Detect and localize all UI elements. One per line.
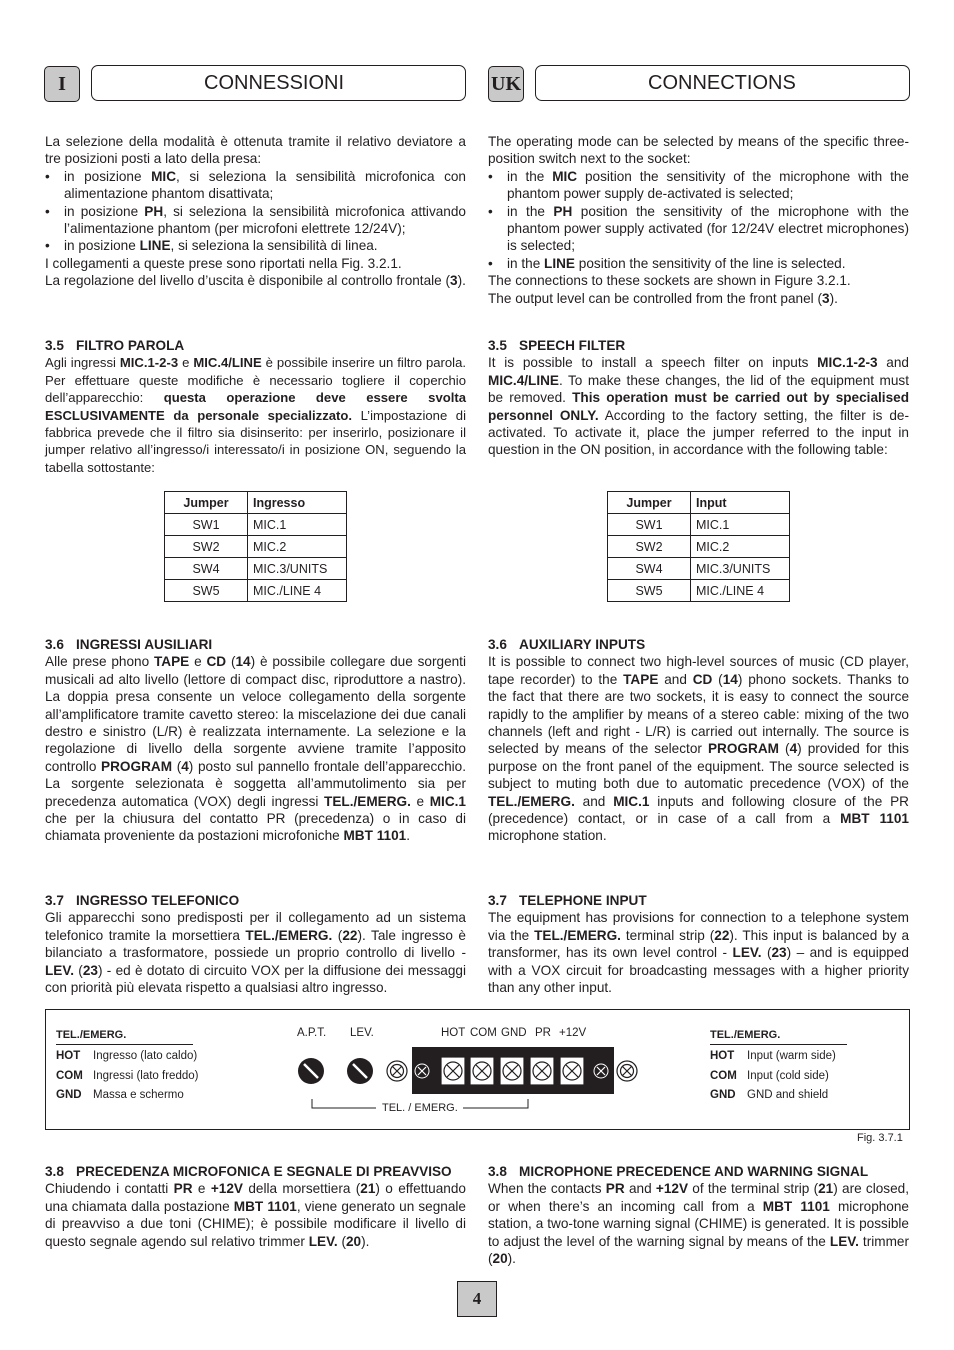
pin-name: HOT	[56, 1050, 81, 1062]
bracket-label: TEL. / EMERG.	[382, 1102, 458, 1114]
text: LEV.	[829, 1233, 859, 1249]
input-cell: MIC.2	[691, 536, 790, 558]
italian-page-title	[91, 65, 466, 101]
section-number: 3.6	[488, 637, 507, 652]
text: 22	[342, 927, 358, 943]
section-body	[45, 909, 466, 996]
section-body	[488, 653, 909, 844]
text: in the	[507, 168, 553, 184]
english-output-level	[488, 290, 909, 307]
table-row	[165, 536, 347, 558]
section-body	[45, 354, 466, 476]
section-number: 3.8	[488, 1164, 507, 1179]
jumper-cell: SW1	[608, 514, 691, 536]
text: The equipment has provisions for connection to a telephone system via the	[488, 910, 909, 943]
text: L’impostazione di fabbrica prevede che il filtro sia disinserito: per inserirlo, posizionare il jumper relativo all’ingresso/i interessato/i in posizione ON, seguendo la tabella sottostante:	[45, 407, 466, 475]
section-title: AUXILIARY INPUTS	[519, 637, 646, 652]
text: ). This input is balanced by a transformer, has its own level control -	[488, 927, 909, 961]
text: .	[406, 828, 410, 844]
section-body	[488, 909, 909, 996]
english-jumper-table	[607, 491, 790, 602]
text: TEL./EMERG.	[324, 793, 411, 809]
text: (	[226, 654, 236, 670]
text: MBT 1101	[762, 1198, 830, 1214]
text: ) è possibile collegare due sorgenti musicali ad alto livello (lettore di compact disc, riproduttore a nastro). La doppia presa consente un veloce collegamento della sorgente all’amplificatore tramite cavetto stereo: la miscelazione dei due canali destro e sinistro (L/R) è realizzata internamente. La selezione e la regolazione di livello della sorgente avviene tramite l’apposito controllo	[45, 654, 466, 774]
text: MBT 1101	[840, 811, 909, 827]
text: ).	[829, 290, 838, 306]
text: 14	[235, 654, 251, 670]
section-heading	[45, 892, 466, 909]
pin-name: GND	[56, 1089, 82, 1101]
text: 3	[450, 273, 458, 289]
text: TAPE	[623, 671, 659, 687]
text: It is possible to install a speech filter on inputs	[488, 355, 818, 371]
section-body	[488, 1180, 909, 1267]
table-row	[165, 558, 347, 580]
section-body	[488, 354, 909, 458]
text: Gli apparecchi sono predisposti per il collegamento ad un sistema telefonico tramite la morsettiera	[45, 910, 466, 943]
text: ).	[507, 1251, 516, 1267]
text: e	[178, 355, 194, 371]
text: in posizione	[64, 168, 152, 184]
text: ) posto sul pannello frontale dell’apparecchio. La sorgente selezionata è soggetta all’ammutolimento sia per precedenza automatica (VOX) degli ingressi	[45, 758, 466, 809]
column-header: Ingresso	[248, 492, 347, 514]
text: 23	[82, 962, 98, 978]
text: trimmer (	[488, 1233, 909, 1267]
text: (	[172, 758, 182, 774]
section-title: INGRESSI AUSILIARI	[76, 637, 213, 652]
text: 22	[714, 927, 730, 943]
input-cell: MIC.1	[248, 514, 347, 536]
pin-label-com: COM	[470, 1027, 497, 1039]
text: PR	[605, 1181, 625, 1197]
text: e	[192, 1181, 211, 1197]
italian-title-text: CONNESSIONI	[204, 72, 345, 94]
text: +12V	[655, 1181, 689, 1197]
jumper-cell: SW1	[165, 514, 248, 536]
input-cell: MIC./LINE 4	[691, 580, 790, 602]
section-body	[45, 1180, 466, 1250]
section-heading	[45, 337, 466, 354]
text: CD	[206, 654, 227, 670]
pin-description: Ingresso (lato caldo)	[93, 1050, 198, 1062]
text: and	[624, 1181, 656, 1197]
section-number: 3.7	[45, 893, 64, 908]
text: terminal strip (	[620, 927, 715, 943]
text: PROGRAM	[101, 758, 173, 774]
text: MIC.4/LINE	[488, 372, 559, 388]
text: ). Tale ingresso è bilanciato a trasformatore, possiede un proprio controllo di livello -	[45, 927, 466, 961]
text: 23	[771, 945, 787, 961]
apt-trimmer-icon	[298, 1058, 324, 1084]
section-title: SPEECH FILTER	[519, 338, 626, 353]
text: PR	[173, 1181, 193, 1197]
table-row	[165, 580, 347, 602]
text: e	[410, 793, 430, 809]
table-row	[608, 514, 790, 536]
text: and	[574, 793, 614, 809]
text: 21	[818, 1181, 834, 1197]
pin-label-hot: HOT	[441, 1027, 466, 1039]
jumper-cell: SW5	[608, 580, 691, 602]
pin-description: Ingressi (lato freddo)	[93, 1070, 199, 1082]
pin-name: HOT	[710, 1050, 735, 1062]
text: MIC	[151, 168, 177, 184]
pin-label-gnd: GND	[501, 1027, 527, 1039]
text: e	[189, 654, 207, 670]
text: questa operazione deve essere svolta ESCLUSIVAMENTE da personale specializzato.	[45, 390, 466, 423]
text: of the terminal strip (	[688, 1181, 819, 1197]
jumper-cell: SW4	[608, 558, 691, 580]
terminal-block-icon	[412, 1047, 614, 1094]
section-number: 3.6	[45, 637, 64, 652]
english-section-3-7	[488, 892, 909, 996]
italian-intro	[45, 133, 466, 290]
text: MIC	[552, 168, 578, 184]
text: MIC.1-2-3	[119, 355, 179, 371]
text: 20	[346, 1233, 362, 1249]
pin-label-12v: +12V	[559, 1027, 587, 1039]
italian-connections-ref: I collegamenti a queste prese sono riportati nella Fig. 3.2.1.	[45, 255, 402, 271]
text: Agli ingressi	[45, 355, 120, 371]
italian-section-3-8	[45, 1163, 466, 1250]
pin-label-pr: PR	[535, 1027, 551, 1039]
italian-bullet-line	[45, 237, 466, 254]
text: in the	[507, 255, 545, 271]
section-title: PRECEDENZA MICROFONICA E SEGNALE DI PREAVVISO	[76, 1164, 452, 1179]
section-heading	[45, 636, 466, 653]
input-cell: MIC./LINE 4	[248, 580, 347, 602]
text: ) – and is equipped with a VOX circuit for broadcasting messages with a higher priority than any other input.	[488, 945, 909, 996]
english-bullet-mic	[488, 168, 909, 203]
text: (	[712, 671, 723, 687]
terminal-strip-drawing	[46, 1010, 909, 1129]
text: 21	[360, 1181, 376, 1197]
pin-description: Input (warm side)	[747, 1050, 836, 1062]
mounting-screw-icon	[617, 1061, 637, 1081]
text: in the	[507, 203, 554, 219]
text: LEV.	[45, 962, 74, 978]
text: It is possible to connect two high-level sources of music (CD player, tape recorder) to the	[488, 654, 909, 687]
text: The output level can be controlled from the front panel (	[488, 290, 822, 306]
input-cell: MIC.3/UNITS	[248, 558, 347, 580]
text: è possibile inserire un filtro parola. Per effettuare queste modifiche è necessario togliere il coperchio dell’apparecchio:	[45, 355, 467, 406]
text: LINE	[139, 238, 171, 254]
text: TEL./EMERG.	[488, 793, 575, 809]
text: and	[877, 355, 909, 371]
table-header-row	[608, 492, 790, 514]
italian-intro-text: La selezione della modalità è ottenuta tramite il relativo deviatore a tre posizioni posti a lato della presa:	[45, 134, 466, 167]
english-bullet-line	[488, 255, 909, 272]
italian-section-3-7	[45, 892, 466, 996]
italian-section-3-5	[45, 337, 466, 476]
italian-jumper-table	[164, 491, 347, 602]
input-cell: MIC.3/UNITS	[691, 558, 790, 580]
section-title: FILTRO PAROLA	[76, 338, 185, 353]
apt-label: A.P.T.	[297, 1027, 327, 1039]
text: ) phono sockets. Thanks to the fact that there are two sockets, it is easy to connect the source rapidly to the amplifier by means of a stereo cable: mixing of the two channels (left and right - L/R) is carried out internally. The source is selected by means of the selector	[488, 671, 909, 757]
mounting-screw-icon	[387, 1061, 407, 1081]
pin-description: Massa e schermo	[93, 1089, 184, 1101]
text: inputs and following closure of the PR (precedence) contact, or in case of a call from a	[488, 793, 909, 827]
english-intro-text: The operating mode can be selected by means of the specific three-position switch next to the socket:	[488, 134, 909, 167]
text: This operation must be carried out by specialised personnel ONLY.	[488, 390, 909, 423]
section-heading	[45, 1163, 466, 1180]
text: According to the factory setting, the filter is de-activated. To activate it, place the jumper referred to the input in question in the ON position, in accordance with the following table:	[488, 407, 909, 458]
text: (	[778, 741, 790, 757]
section-heading	[488, 636, 909, 653]
text: and	[658, 671, 693, 687]
text: position the sensitivity of the line is selected.	[575, 255, 846, 271]
italian-section-3-6	[45, 636, 466, 845]
text: CD	[692, 671, 713, 687]
text: LINE	[544, 255, 575, 271]
table-header-row	[165, 492, 347, 514]
text: in posizione	[64, 203, 145, 219]
text: della morsettiera (	[242, 1181, 361, 1197]
section-number: 3.7	[488, 893, 507, 908]
table-row	[608, 536, 790, 558]
text: 3	[822, 290, 830, 306]
pin-description: Input (cold side)	[747, 1070, 829, 1082]
text: MIC.4/LINE	[193, 355, 262, 371]
text: microphone station, a two-tone warning signal (CHIME) is generated. It is possible to adjust the level of the warning signal by means of the	[488, 1198, 909, 1249]
text: LEV.	[308, 1233, 338, 1249]
text: MBT 1101	[233, 1198, 297, 1214]
section-body	[45, 653, 466, 844]
text: , si seleziona la sensibilità microfonica con alimentazione phantom disattivata;	[64, 168, 466, 202]
text: 4	[789, 741, 798, 757]
text: ) - ed è dotato di circuito VOX per la diffusione dei messaggi con priorità più elevata rispetto a qualsiasi altro ingresso.	[45, 962, 466, 996]
text: MIC.1	[613, 793, 650, 809]
text: , viene generato un segnale di preavviso a due toni (CHIME); è possibile modificare il livello di questo segnale agendo sul relativo trimmer	[45, 1198, 466, 1249]
text: ) are closed, or when there’s an incoming call from a	[488, 1181, 909, 1214]
terminal-strip-figure	[45, 1009, 910, 1130]
english-intro	[488, 133, 909, 307]
table-row	[608, 558, 790, 580]
jumper-cell: SW2	[608, 536, 691, 558]
text: (	[337, 1233, 346, 1249]
text: (	[73, 962, 83, 978]
section-title: TELEPHONE INPUT	[519, 893, 647, 908]
text: microphone station.	[488, 828, 607, 844]
pin-name: COM	[710, 1070, 737, 1082]
column-header: Jumper	[608, 492, 691, 514]
figure-caption: Fig. 3.7.1	[857, 1132, 903, 1144]
english-section-3-6	[488, 636, 909, 845]
text: When the contacts	[488, 1181, 606, 1197]
english-section-3-8	[488, 1163, 909, 1267]
text: (	[332, 927, 343, 943]
text: in posizione	[64, 238, 140, 254]
text: MIC.1-2-3	[817, 355, 878, 371]
text: , si seleziona la sensibilità di linea.	[170, 238, 378, 254]
text: che per la chiusura del contatto PR (precedenza) o in caso di chiamata proveniente da postazioni microfoniche	[45, 811, 466, 844]
jumper-cell: SW2	[165, 536, 248, 558]
page-number: 4	[457, 1281, 497, 1317]
section-heading	[488, 1163, 909, 1180]
text: (	[761, 945, 772, 961]
pin-name: COM	[56, 1070, 83, 1082]
text: ).	[361, 1233, 370, 1249]
text: 4	[181, 758, 189, 774]
text: TEL./EMERG.	[245, 927, 333, 943]
section-number: 3.8	[45, 1164, 64, 1179]
table-row	[608, 580, 790, 602]
english-section-3-5	[488, 337, 909, 459]
text: . To make these changes, the lid of the equipment must be removed.	[488, 372, 909, 406]
section-title: INGRESSO TELEFONICO	[76, 893, 240, 908]
table-row	[165, 514, 347, 536]
text: +12V	[210, 1181, 243, 1197]
figure-legend-title-it: TEL./EMERG.	[56, 1029, 127, 1041]
italian-bullet-mic	[45, 168, 466, 203]
italian-section-badge: I	[44, 66, 80, 102]
english-connections-ref: The connections to these sockets are shown in Figure 3.2.1.	[488, 273, 851, 289]
text: position the sensitivity of the microphone with the phantom power supply de-activated is selected;	[507, 168, 909, 202]
italian-output-level	[45, 272, 466, 289]
text: PH	[144, 203, 164, 219]
column-header: Input	[691, 492, 790, 514]
column-header: Jumper	[165, 492, 248, 514]
text: MIC.1	[429, 793, 466, 809]
section-number: 3.5	[45, 338, 64, 353]
figure-legend-title-en: TEL./EMERG.	[710, 1029, 781, 1041]
text: ) provided for this purpose on the front panel of the equipment. The source selected is subject to muting both due to automatic precedence (VOX) of the	[488, 741, 909, 792]
section-title: MICROPHONE PRECEDENCE AND WARNING SIGNAL	[519, 1164, 869, 1179]
text: La regolazione del livello d’uscita è disponibile al controllo frontale (	[45, 273, 451, 289]
italian-bullet-ph	[45, 203, 466, 238]
lev-label: LEV.	[350, 1027, 374, 1039]
english-title-text: CONNECTIONS	[648, 72, 796, 94]
text: ).	[457, 273, 466, 289]
english-section-badge: UK	[488, 66, 524, 102]
text: PH	[553, 203, 573, 219]
pin-name: GND	[710, 1089, 736, 1101]
text: TEL./EMERG.	[534, 927, 621, 943]
jumper-cell: SW4	[165, 558, 248, 580]
text: Chiudendo i contatti	[45, 1181, 174, 1197]
section-number: 3.5	[488, 338, 507, 353]
input-cell: MIC.2	[248, 536, 347, 558]
text: Alle prese phono	[45, 654, 154, 670]
jumper-cell: SW5	[165, 580, 248, 602]
english-page-title	[535, 65, 910, 101]
text: LEV.	[732, 945, 762, 961]
text: position the sensitivity of the microphone with the phantom power supply activated (for 12/24V electret microphones) is selected;	[507, 203, 909, 254]
text: TAPE	[153, 654, 190, 670]
text: ) o effettuando una chiamata dalla postazione	[45, 1181, 466, 1214]
input-cell: MIC.1	[691, 514, 790, 536]
english-bullet-ph	[488, 203, 909, 255]
text: , si seleziona la sensibilità microfonica attivando l’alimentazione phantom (per microfoni elettrete 12/24V);	[64, 203, 466, 237]
section-heading	[488, 337, 909, 354]
text: MBT 1101	[343, 828, 407, 844]
text: 14	[722, 671, 738, 687]
text: 20	[492, 1251, 508, 1267]
section-heading	[488, 892, 909, 909]
pin-description: GND and shield	[747, 1089, 829, 1101]
lev-trimmer-icon	[347, 1058, 373, 1084]
text: PROGRAM	[707, 741, 779, 757]
